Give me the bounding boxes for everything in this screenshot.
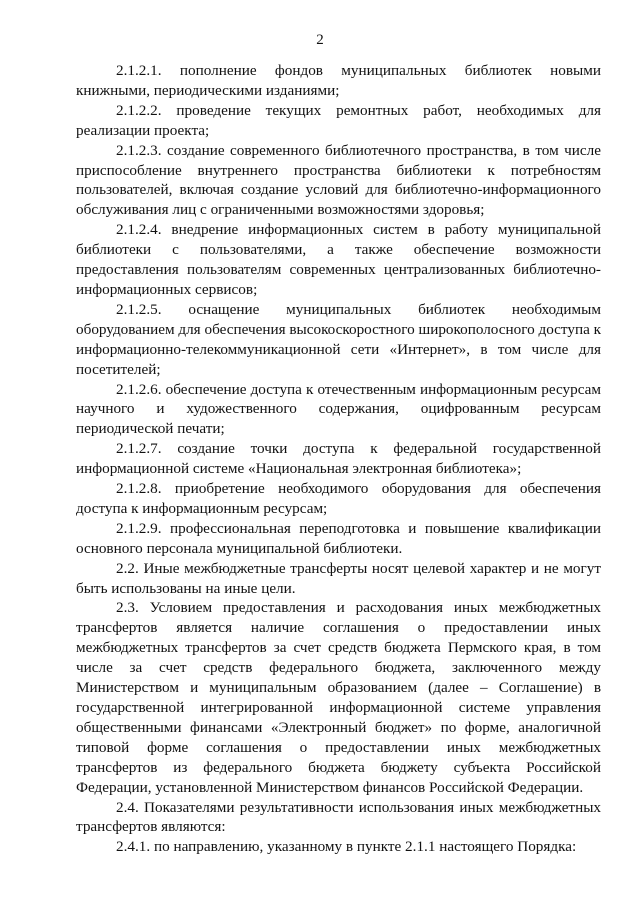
paragraph-2-1-2-6: 2.1.2.6. обеспечение доступа к отечественным информационным ресурсам научного и художественного содержания, оцифрованным ресурсам периодической печати; (76, 380, 601, 438)
paragraph-2-1-2-7: 2.1.2.7. создание точки доступа к федеральной государственной информационной системе «Национальная электронная библиотека»; (76, 440, 601, 478)
paragraph-2-4: 2.4. Показателями результативности использования иных межбюджетных трансфертов являются: (76, 798, 601, 836)
paragraph-2-1-2-5: 2.1.2.5. оснащение муниципальных библиотек необходимым оборудованием для обеспечения высокоскоростного широкополосного доступа к информационно-телекоммуникационной сети «Интернет», в том числе для посетителей; (76, 300, 601, 378)
paragraph-2-3: 2.3. Условием предоставления и расходования иных межбюджетных трансфертов является наличие соглашения о предоставлении иных межбюджетных трансфертов за счет средств бюджета Пермского края, в том числе за счет средств федерального бюджета, заключенного между Министерством и муниципальным образованием (далее – Соглашение) в государственной интегрированной информационной системе управления общественными финансами «Электронный бюджет» по форме, аналогичной типовой форме соглашения о предоставлении иных межбюджетных трансфертов из федерального бюджета бюджету субъекта Российской Федерации, установленной Министерством финансов Российской Федерации. (76, 599, 601, 796)
page-number: 2 (316, 32, 324, 48)
paragraph-2-2: 2.2. Иные межбюджетные трансферты носят целевой характер и не могут быть использованы на иные цели. (76, 559, 601, 597)
paragraph-2-1-2-3: 2.1.2.3. создание современного библиотечного пространства, в том числе приспособление внутреннего пространства библиотеки к потребностям пользователей, включая создание условий для библиотечно-информационного обслуживания лиц с ограниченными возможностями здоровья; (76, 141, 601, 219)
paragraph-2-1-2-9: 2.1.2.9. профессиональная переподготовка и повышение квалификации основного персонала муниципальной библиотеки. (76, 519, 601, 557)
paragraph-2-1-2-2: 2.1.2.2. проведение текущих ремонтных работ, необходимых для реализации проекта; (76, 101, 601, 139)
paragraph-2-1-2-4: 2.1.2.4. внедрение информационных систем в работу муниципальной библиотеки с пользователями, а также обеспечение возможности предоставления пользователям современных централизованных библиотечно-информационных сервисов; (76, 221, 601, 298)
paragraph-2-1-2-8: 2.1.2.8. приобретение необходимого оборудования для обеспечения доступа к информационным ресурсам; (76, 480, 601, 517)
document-body (76, 61, 601, 857)
paragraph-2-4-1: 2.4.1. по направлению, указанному в пункте 2.1.1 настоящего Порядка: (116, 838, 577, 856)
paragraph-2-1-2-1: 2.1.2.1. пополнение фондов муниципальных библиотек новыми книжными, периодическими изданиями; (76, 62, 601, 99)
